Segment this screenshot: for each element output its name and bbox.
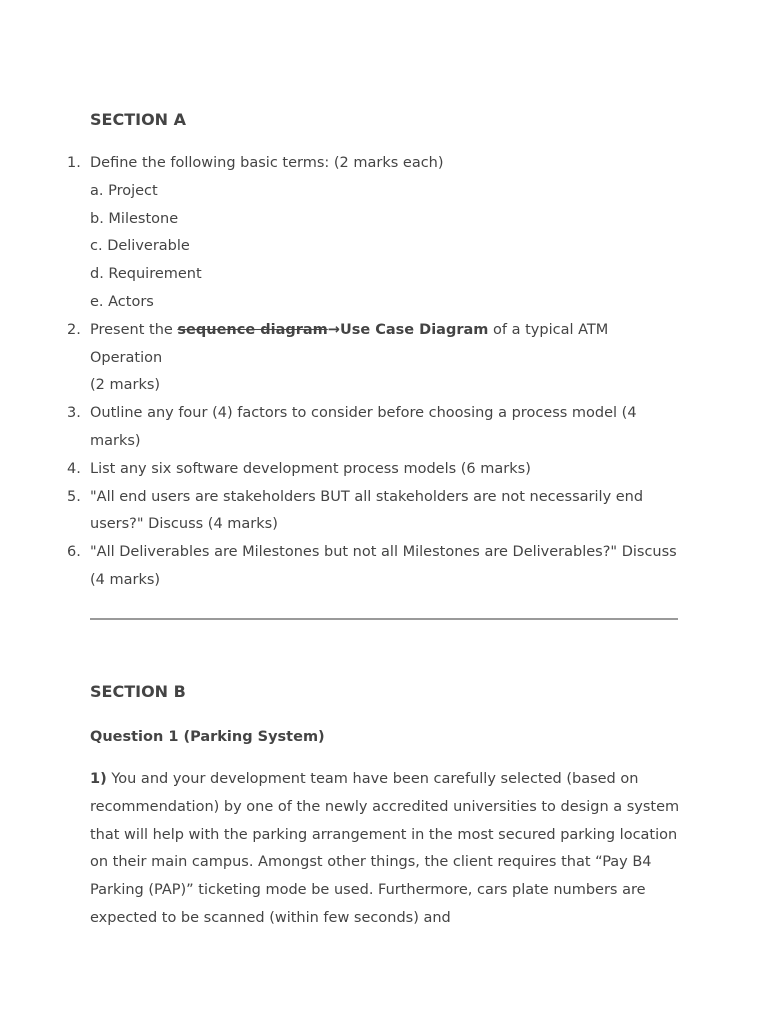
question-suffix: of a typical ATM Operation (90, 321, 609, 366)
question-title: Question 1 (Parking System) (90, 729, 325, 745)
question-text: List any six software development process models (6 marks) (90, 460, 531, 477)
subitem-text: c. Deliverable (90, 238, 190, 255)
section-a-question-list (0, 150, 768, 595)
section-b-title: SECTION B (90, 682, 186, 701)
bold-text: Use Case Diagram (339, 321, 489, 338)
subitem-milestone (0, 206, 768, 234)
question-text: "All Deliverables are Milestones but not all Milestones are Deliverables?" Discuss (4 marks) (90, 544, 677, 588)
subitem-text: b. Milestone (90, 210, 179, 227)
subitem-text: a. Project (90, 182, 158, 199)
subitem-project (0, 178, 768, 206)
question-number: 2. (67, 321, 81, 338)
question-number: 3. (67, 405, 81, 422)
question-paragraph (90, 766, 680, 933)
question-number: 5. (67, 488, 81, 505)
question-prefix: Present the (90, 321, 178, 338)
question-3 (0, 400, 768, 456)
subitem-text: e. Actors (90, 293, 154, 310)
paragraph-number: 1) (90, 771, 107, 787)
subitem-deliverable (0, 233, 768, 261)
question-text: Outline any four (4) factors to consider before choosing a process model (4 marks) (90, 405, 637, 449)
question-number: 4. (67, 460, 81, 477)
subitem-requirement (0, 261, 768, 289)
section-divider (90, 618, 678, 620)
question-text: Define the following basic terms: (2 marks each) (90, 155, 444, 171)
struck-text: sequence diagram (177, 321, 328, 338)
subitem-text: d. Requirement (90, 266, 202, 283)
section-a-title: SECTION A (90, 110, 187, 129)
arrow-right-icon: → (327, 321, 340, 338)
question-number: 1. (67, 155, 81, 171)
question-6 (0, 539, 768, 595)
subitem-actors (0, 289, 768, 317)
question-2-marks (0, 372, 768, 400)
marks-text: (2 marks) (90, 377, 161, 394)
question-4 (0, 456, 768, 484)
question-number: 6. (67, 544, 81, 561)
question-5 (0, 484, 768, 540)
question-1 (0, 150, 768, 178)
question-text: "All end users are stakeholders BUT all stakeholders are not necessarily end users?" Discuss (4 marks) (90, 488, 644, 533)
question-2 (0, 317, 768, 373)
paragraph-text: You and your development team have been carefully selected (based on recommendation) by one of the newly accredited universities to design a system that will help with the parking arrangement in the most secured parking location on their main campus. Amongst other things, the client requires that “Pay B4 Parking (PAP)” ticketing mode be used. Furthermore, cars plate numbers are expected to be scanned (within few seconds) and (90, 771, 680, 926)
